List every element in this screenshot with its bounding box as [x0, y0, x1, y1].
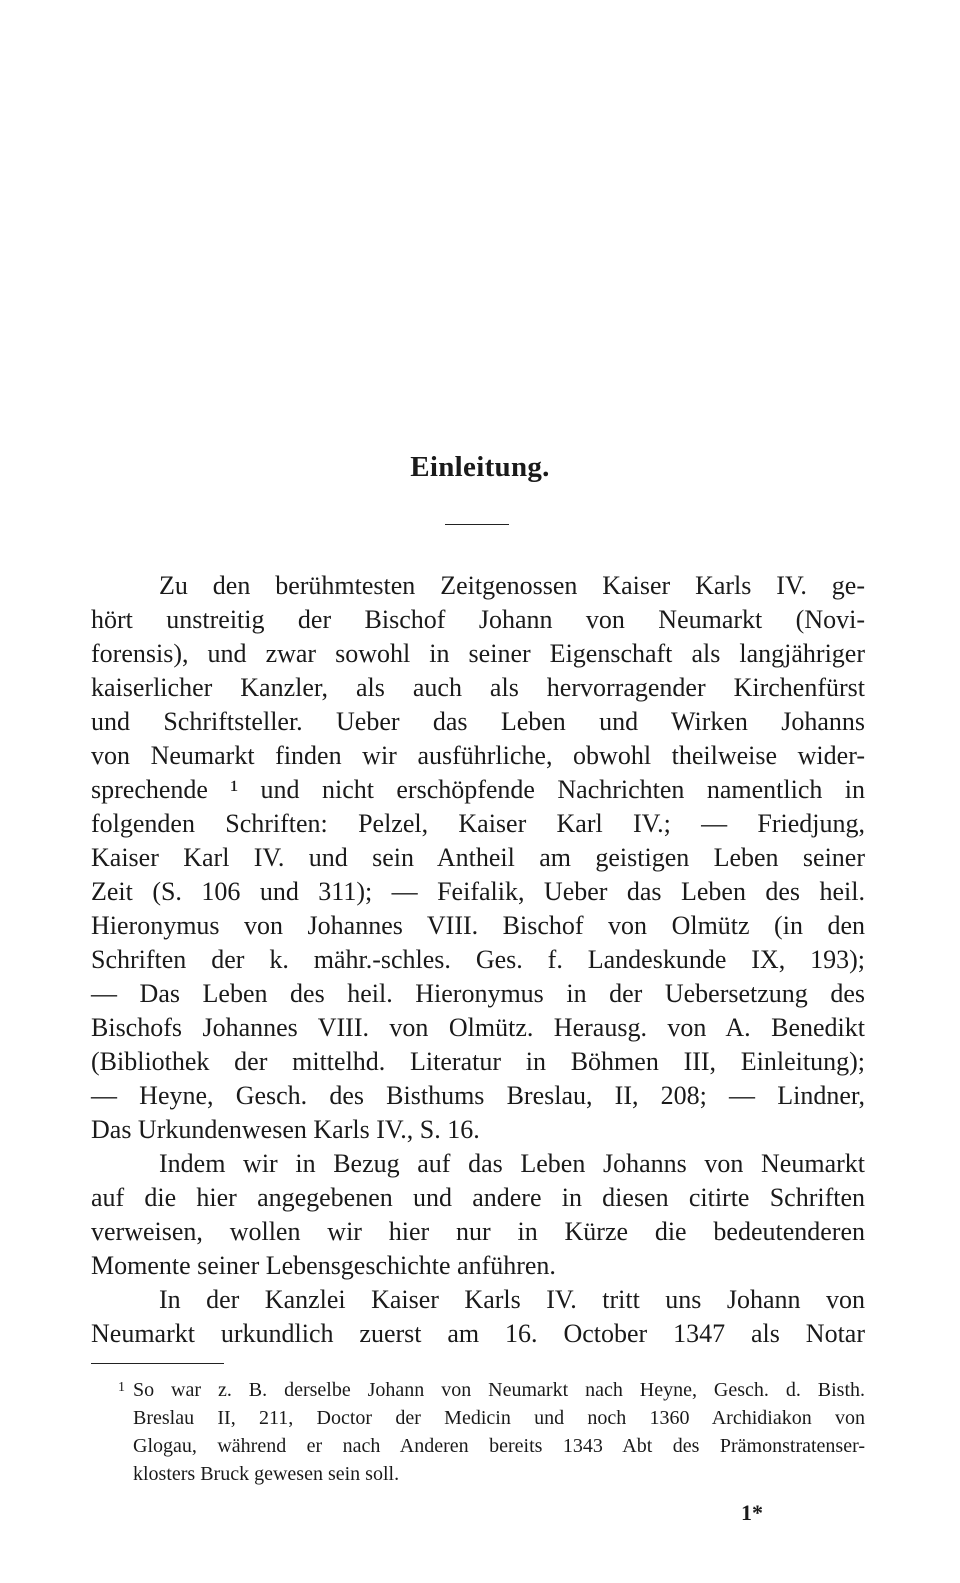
body-line: Hieronymus von Johannes VIII. Bischof von Olmütz (in den: [91, 911, 865, 940]
body-line: sprechende ¹ und nicht erschöpfende Nachrichten namentlich in: [91, 775, 865, 804]
body-line: Schriften der k. mähr.-schles. Ges. f. Landeskunde IX, 193);: [91, 945, 865, 974]
body-line: von Neumarkt finden wir ausführliche, obwohl theilweise wider-: [91, 741, 865, 770]
body-line: — Heyne, Gesch. des Bisthums Breslau, II, 208; — Lindner,: [91, 1081, 865, 1110]
heading-divider: [445, 524, 509, 525]
body-line: — Das Leben des heil. Hieronymus in der Uebersetzung des: [91, 979, 865, 1008]
footnote-line: klosters Bruck gewesen sein soll.: [133, 1463, 400, 1485]
body-line: hört unstreitig der Bischof Johann von Neumarkt (Novi-: [91, 605, 865, 634]
body-line: (Bibliothek der mittelhd. Literatur in Böhmen III, Einleitung);: [91, 1047, 865, 1076]
chapter-heading: Einleitung.: [410, 451, 550, 483]
body-line: Indem wir in Bezug auf das Leben Johanns von Neumarkt: [159, 1149, 865, 1178]
body-line: Momente seiner Lebensgeschichte anführen.: [91, 1251, 556, 1280]
body-line: und Schriftsteller. Ueber das Leben und Wirken Johanns: [91, 707, 865, 736]
body-line: Bischofs Johannes VIII. von Olmütz. Herausg. von A. Benedikt: [91, 1013, 865, 1042]
footnote-line: Glogau, während er nach Anderen bereits 1343 Abt des Prämonstratenser-: [133, 1435, 865, 1457]
footnote-line: So war z. B. derselbe Johann von Neumarkt nach Heyne, Gesch. d. Bisth.: [133, 1379, 865, 1401]
body-line: Neumarkt urkundlich zuerst am 16. October 1347 als Notar: [91, 1319, 865, 1348]
signature-mark: 1*: [741, 1500, 763, 1525]
body-line: Zeit (S. 106 und 311); — Feifalik, Ueber das Leben des heil.: [91, 877, 865, 906]
footnote-divider: [91, 1363, 224, 1364]
body-line: Kaiser Karl IV. und sein Antheil am geistigen Leben seiner: [91, 843, 865, 872]
footnote-marker: 1: [118, 1380, 125, 1395]
body-line: forensis), und zwar sowohl in seiner Eigenschaft als langjähriger: [91, 639, 865, 668]
body-line: folgenden Schriften: Pelzel, Kaiser Karl IV.; — Friedjung,: [91, 809, 865, 838]
footnote-line: Breslau II, 211, Doctor der Medicin und noch 1360 Archidiakon von: [133, 1407, 865, 1429]
body-line: kaiserlicher Kanzler, als auch als hervorragender Kirchenfürst: [91, 673, 865, 702]
body-line: auf die hier angegebenen und andere in diesen citirte Schriften: [91, 1183, 865, 1212]
body-line: Zu den berühmtesten Zeitgenossen Kaiser Karls IV. ge-: [159, 571, 865, 600]
body-line: In der Kanzlei Kaiser Karls IV. tritt uns Johann von: [159, 1285, 865, 1314]
body-line: Das Urkundenwesen Karls IV., S. 16.: [91, 1115, 480, 1144]
body-line: verweisen, wollen wir hier nur in Kürze die bedeutenderen: [91, 1217, 865, 1246]
